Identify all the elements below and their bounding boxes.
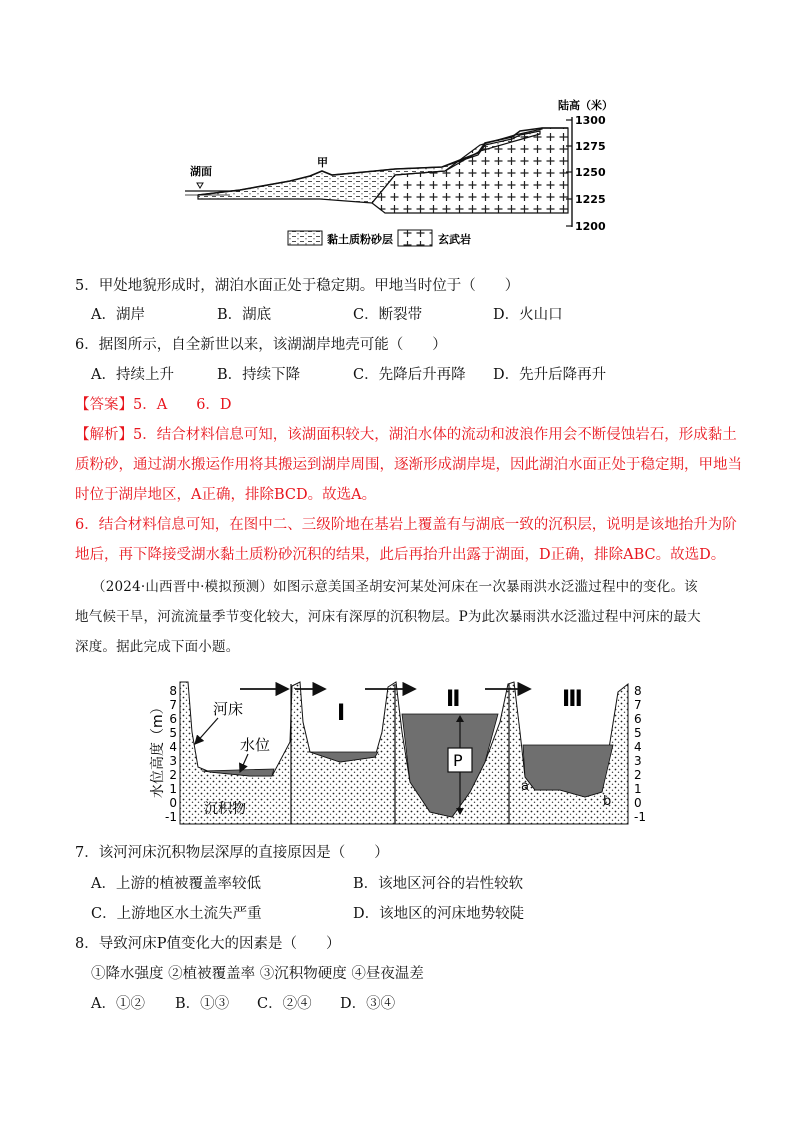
analysis-line-3: 时位于湖岸地区，A正确，排除BCD。故选A。 [75,487,377,503]
q8-option-a: A．①② [91,996,145,1012]
q7-option-d: D．该地区的河床地势较陡 [353,906,525,922]
right-tick-1: 1 [634,782,642,796]
left-tick-2: 2 [169,768,177,782]
q6-option-b: B．持续下降 [217,367,301,383]
q8-option-c: C．②④ [257,996,312,1012]
left-tick-0: 0 [169,796,177,810]
left-tick-8: 8 [169,684,177,698]
q5-stem: 5．甲处地貌形成时，湖泊水面正处于稳定期。甲地当时位于（ ） [75,278,520,294]
q5-option-c: C．断裂带 [353,307,423,323]
legend-clay-label: 黏土质粉砂层 [327,233,393,246]
q6-option-a: A．持续上升 [91,367,174,383]
point-a-label: a [521,779,529,794]
answer-line: 【答案】5．A 6．D [75,397,232,413]
intro-line-1: （2024·山西晋中·模拟预测）如图示意美国圣胡安河某处河床在一次暴雨洪水泛滥过程中的变化。该 [92,579,698,595]
left-tick-neg1: -1 [165,810,177,824]
p-depth-label: P [453,751,463,770]
q5-option-b: B．湖底 [217,307,272,323]
y-tick-1275: 1275 [575,140,606,153]
q6-option-d: D．先升后降再升 [493,367,607,383]
analysis-line-2: 质粉砂，通过湖水搬运作用将其搬运到湖岸周围，逐渐形成湖岸堤，因此湖泊水面正处于稳定期，甲地当 [75,457,742,473]
legend-basalt-label: 玄武岩 [438,233,471,246]
stage-2-label: Ⅱ [446,687,461,712]
right-tick-2: 2 [634,768,642,782]
y-axis-title-2: 水位高度（m） [150,700,166,798]
y-tick-1250: 1250 [575,166,606,179]
left-tick-1: 1 [169,782,177,796]
right-tick-6: 6 [634,712,642,726]
left-tick-4: 4 [169,740,177,754]
q8-option-d: D．③④ [340,996,396,1012]
y-tick-1225: 1225 [575,193,606,206]
left-tick-6: 6 [169,712,177,726]
left-tick-3: 3 [169,754,177,768]
right-tick-5: 5 [634,726,642,740]
q5-option-d: D．火山口 [493,307,563,323]
water-level-icon [197,183,203,188]
intro-line-3: 深度。据此完成下面小题。 [75,639,240,655]
left-tick-5: 5 [169,726,177,740]
legend-basalt-swatch [398,230,432,246]
left-tick-7: 7 [169,698,177,712]
water-level-label: 水位 [240,736,271,754]
lake-label: 湖面 [190,165,212,178]
riverbed-label: 河床 [213,700,244,718]
q7-option-a: A．上游的植被覆盖率较低 [91,876,261,892]
right-tick-4: 4 [634,740,642,754]
lakeshore-profile-figure [180,95,620,255]
stage-3-label: Ⅲ [562,687,583,712]
site-label: 甲 [317,156,328,169]
q6-option-c: C．先降后升再降 [353,367,466,383]
q8-stem: 8．导致河床P值变化大的因素是（ ） [75,936,341,952]
right-tick-3: 3 [634,754,642,768]
q6-stem: 6．据图所示，自全新世以来，该湖湖岸地壳可能（ ） [75,337,447,353]
right-tick-7: 7 [634,698,642,712]
y-axis-title: 陆高（米） [558,99,613,112]
point-b-label: b [603,794,612,809]
right-tick-8: 8 [634,684,642,698]
q7-option-c: C．上游地区水土流失严重 [91,906,262,922]
q5-option-a: A．湖岸 [91,307,145,323]
legend-clay-swatch [288,231,322,245]
right-tick-0: 0 [634,796,642,810]
q7-stem: 7．该河河床沉积物层深厚的直接原因是（ ） [75,845,389,861]
analysis-line-5: 地后，再下降接受湖水黏土质粉砂沉积的结果，此后再抬升出露于湖面，D正确，排除ABC。故选D。 [75,547,726,563]
y-tick-1300: 1300 [575,114,606,127]
analysis-line-1: 【解析】5．结合材料信息可知，该湖面积较大，湖泊水体的流动和波浪作用会不断侵蚀岩石，形成黏土 [75,427,737,443]
y-tick-1200: 1200 [575,220,606,233]
q8-option-b: B．①③ [175,996,230,1012]
sediment-label: 沉积物 [204,801,246,817]
water-section-3 [523,745,613,797]
stage-1-label: Ⅰ [337,701,346,726]
q8-factors: ①降水强度 ②植被覆盖率 ③沉积物硬度 ④昼夜温差 [91,966,424,982]
intro-line-2: 地气候干旱，河流流量季节变化较大，河床有深厚的沉积物层。P为此次暴雨洪水泛滥过程中河床的最大 [75,609,701,625]
q7-option-b: B．该地区河谷的岩性较软 [353,876,524,892]
right-tick-neg1: -1 [634,810,646,824]
analysis-line-4: 6．结合材料信息可知，在图中二、三级阶地在基岩上覆盖有与湖底一致的沉积层，说明是该地抬升为阶 [75,517,737,533]
riverbed-flood-figure [140,672,670,832]
